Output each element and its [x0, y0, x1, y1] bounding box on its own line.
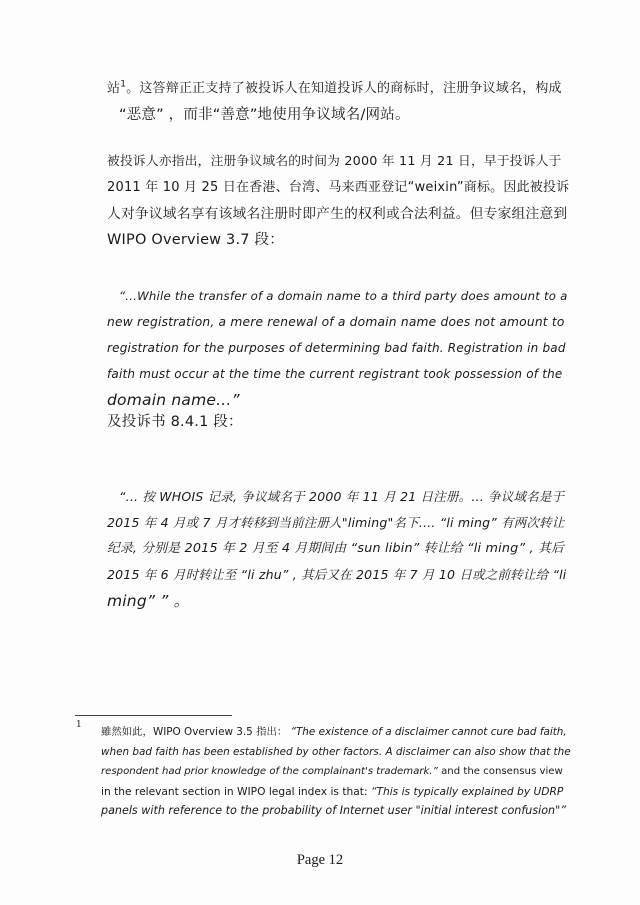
- footnote-line: [101, 782, 571, 802]
- footnote: [101, 723, 571, 821]
- footnote-line: [101, 762, 571, 782]
- text-segment: panels with reference to the probability of Internet user "initial interest confusion"”: [101, 804, 567, 817]
- quote-wipo-overview: [107, 283, 567, 413]
- footnote-separator: [75, 715, 232, 716]
- quote-line: domain name...”: [107, 391, 240, 409]
- text-line: 2011 年 10 月 25 日在香港、台湾、马来西亚登记“weixin”商标。因此被投诉: [107, 180, 570, 195]
- quote-line: new registration, a mere renewal of a domain name does not amount to: [107, 315, 565, 329]
- text-segment: in the relevant section in WIPO legal index is that:: [101, 784, 368, 798]
- footnote-reference: 1: [120, 79, 127, 90]
- footnote-line: [101, 801, 571, 821]
- quote-complaint: [107, 484, 567, 614]
- quote-line: “... 按 WHOIS 记录, 争议域名于 2000 年 11 月 21 日注册。... 争议域名是于: [119, 489, 565, 504]
- text-line: 被投诉人亦指出，注册争议域名的时间为 2000 年 11 月 21 日，早于投诉人于: [107, 154, 562, 169]
- text-segment: “This is typically explained by UDRP: [370, 784, 564, 798]
- text-line: WIPO Overview 3.7 段：: [107, 232, 284, 248]
- paragraph-respondent-claim: [107, 149, 570, 253]
- text-line: 人对争议域名享有该域名注册时即产生的权利或合法利益。但专家组注意到: [107, 206, 568, 222]
- text-segment: and the consensus view: [437, 766, 563, 777]
- text-segment: 站: [107, 81, 121, 96]
- text-segment: 。这答辩正正支持了被投诉人在知道投诉人的商标时，注册争议域名，构成: [126, 81, 562, 96]
- footnote-number: 1: [76, 720, 82, 730]
- text-segment: 雖然如此，WIPO Overview 3.5 指出：: [101, 726, 291, 738]
- quote-line: “...While the transfer of a domain name to a third party does amount to a: [119, 289, 568, 303]
- page-number: Page 12: [296, 852, 344, 868]
- text-segment: “The existence of a disclaimer cannot cure bad faith,: [290, 726, 567, 738]
- footnote-line: [101, 743, 571, 763]
- paragraph-complaint-reference: [107, 409, 567, 435]
- quote-line: 纪录, 分别是 2015 年 2 月至 4 月期间由 “sun libin” 转让给 “li ming” , 其后: [107, 541, 564, 556]
- quote-line: 2015 年 4 月或 7 月才转移到当前注册人"liming"名下.... “li ming” 有两次转让: [107, 515, 565, 530]
- text-line: “恶意” ，而非“善意”地使用争议域名/网站。: [119, 107, 410, 123]
- quote-line: 2015 年 6 月时转让至 “li zhu” , 其后又在 2015 年 7 月 10 日或之前转让给 “li: [107, 567, 567, 582]
- paragraph-bad-faith-conclusion: [107, 76, 567, 128]
- text-line: 及投诉书 8.4.1 段：: [107, 414, 243, 430]
- quote-line: registration for the purposes of determining bad faith. Registration in bad: [107, 341, 566, 355]
- footnote-line: [101, 723, 571, 743]
- text-segment: respondent had prior knowledge of the complainant's trademark.”: [101, 766, 438, 777]
- quote-line: ming” ” 。: [107, 592, 190, 610]
- text-segment: when bad faith has been established by other factors. A disclaimer can also show that the: [101, 745, 571, 758]
- quote-line: faith must occur at the time the current registrant took possession of the: [107, 367, 563, 381]
- text-line: [107, 76, 567, 102]
